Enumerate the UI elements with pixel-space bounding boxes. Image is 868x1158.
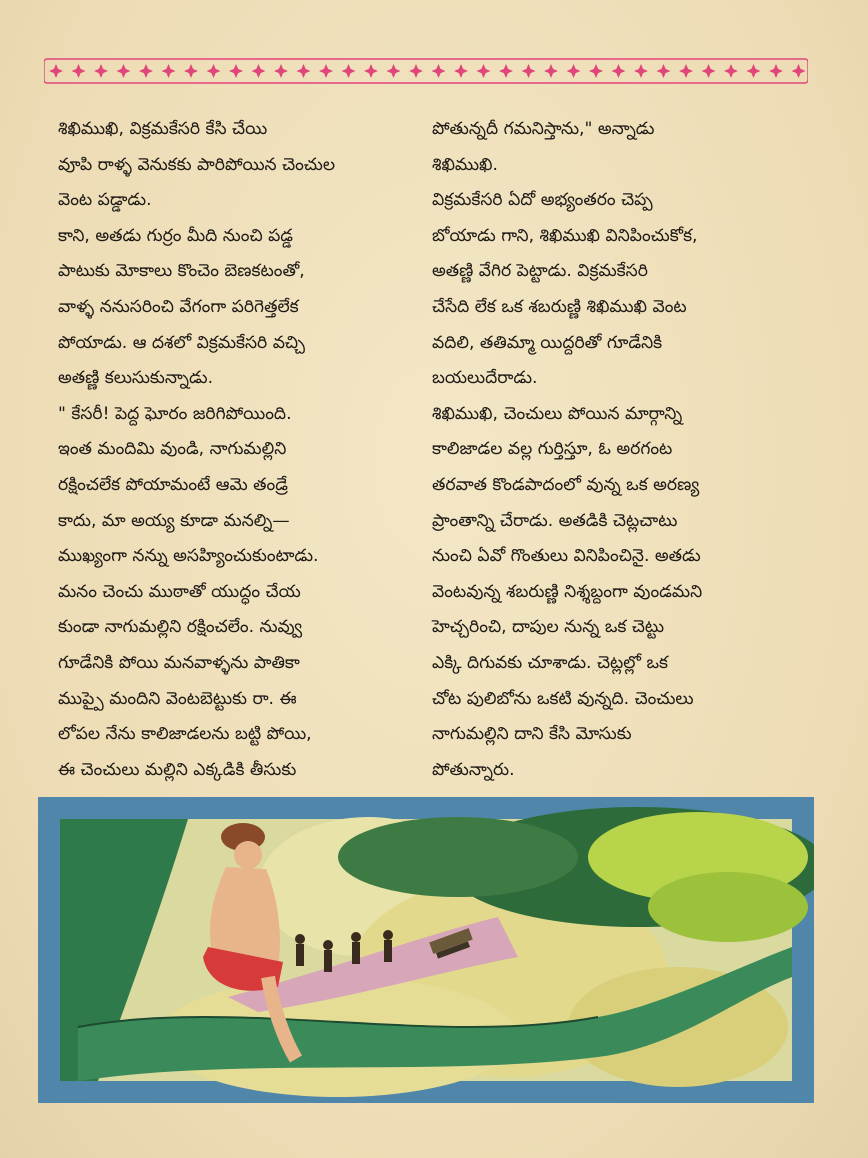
ornament-motif	[117, 64, 131, 78]
paragraph: పోతున్నదీ గమనిస్తాను," అన్నాడు శిఖిముఖి.	[432, 119, 655, 175]
ornament-motif	[49, 64, 63, 78]
ornament-motif	[477, 64, 491, 78]
ornament-motif	[589, 64, 603, 78]
ornament-motif	[387, 64, 401, 78]
ornament-motif	[72, 64, 86, 78]
ornament-motif	[184, 64, 198, 78]
ornament-motif	[162, 64, 176, 78]
paragraph: " కేసరీ! పెద్ద ఘోరం జరిగిపోయింది. ఇంత మందిమి వుండి, నాగుమల్లిని రక్షించలేక పోయామంటే ఆమె తండ్రే కాదు, మా అయ్య కూడా మనల్ని— ముఖ్యంగా నన్ను అసహ్యించుకుంటాడు. మనం చెంచు ముఠాతో యుద్ధం చేయ కుండా నాగుమల్లిని రక్షించలేం. నువ్వు గూడేనికి పోయి మనవాళ్ళను పాతికా ముప్పై మందిని వెంటబెట్టుకు రా. ఈ లోపల నేను కాలిజాడలను బట్టి పోయి, ఈ చెంచులు మల్లిని ఎక్కడికి తీసుకు	[58, 403, 319, 780]
ornament-motif	[657, 64, 671, 78]
ornament-motif	[364, 64, 378, 78]
paragraph: విక్రమకేసరి ఏదో అభ్యంతరం చెప్ప బోయాడు గాని, శిఖిముఖి వినిపించుకోక, అతణ్ణి వేగిర పెట్టాడు. విక్రమకేసరి చేసేది లేక ఒక శబరుణ్ణి శిఖిముఖి వెంట వదిలి, తతిమ్మా యిద్దరితో గూడేనికి బయలుదేరాడు.	[432, 190, 698, 389]
ornament-motif	[139, 64, 153, 78]
ornament-motif	[634, 64, 648, 78]
ornament-motif	[454, 64, 468, 78]
ornament-motif	[769, 64, 783, 78]
forest-illustration	[38, 797, 814, 1103]
ornament-motif	[229, 64, 243, 78]
ornament-motif	[522, 64, 536, 78]
ornament-motif	[724, 64, 738, 78]
paragraph: శిఖిముఖి, విక్రమకేసరి కేసి చేయి వూపి రాళ్ళ వెనుకకు పారిపోయిన చెంచుల వెంట పడ్డాడు.	[58, 119, 336, 211]
paragraph: శిఖిముఖి, చెంచులు పోయిన మార్గాన్ని కాలిజాడల వల్ల గుర్తిస్తూ, ఓ అరగంట తరవాత కొండపాదంలో వున్న ఒక అరణ్య ప్రాంతాన్ని చేరాడు. అతడికి చెట్లచాటు నుంచి ఏవో గొంతులు వినిపించినై. అతడు వెంటవున్న శబరుణ్ణి నిశ్శబ్దంగా వుండమని హెచ్చరించి, దాపుల నున్న ఒక చెట్టు ఎక్కి దిగువకు చూశాడు. చెట్లల్లో ఒక చోట పులిబోను ఒకటి వున్నది. చెంచులు నాగుమల్లిని దాని కేసి మోసుకు పోతున్నారు.	[432, 403, 703, 780]
ornament-motif	[702, 64, 716, 78]
ornament-motif	[792, 64, 806, 78]
ornament-motif	[207, 64, 221, 78]
ornament-motif	[679, 64, 693, 78]
ornament-motif	[409, 64, 423, 78]
left-text-column	[58, 112, 426, 788]
ornament-motif	[252, 64, 266, 78]
ornament-motif	[274, 64, 288, 78]
decorative-border-ornament	[44, 56, 808, 86]
ornament-motif	[94, 64, 108, 78]
paragraph: కాని, అతడు గుర్రం మీది నుంచి పడ్డ పాటుకు మోకాలు కొంచెం బెణకటంతో, వాళ్ళ ననుసరించి వేగంగా పరిగెత్తలేక పోయాడు. ఆ దశలో విక్రమకేసరి వచ్చి అతణ్ణి కలుసుకున్నాడు.	[58, 225, 305, 389]
ornament-motif	[567, 64, 581, 78]
ornament-motif	[499, 64, 513, 78]
ornament-motif	[319, 64, 333, 78]
ornament-motif	[342, 64, 356, 78]
ornament-motif	[297, 64, 311, 78]
ornament-motif	[544, 64, 558, 78]
ornament-motif	[432, 64, 446, 78]
ornament-motif	[747, 64, 761, 78]
ornament-motif	[612, 64, 626, 78]
right-text-column	[432, 112, 800, 824]
